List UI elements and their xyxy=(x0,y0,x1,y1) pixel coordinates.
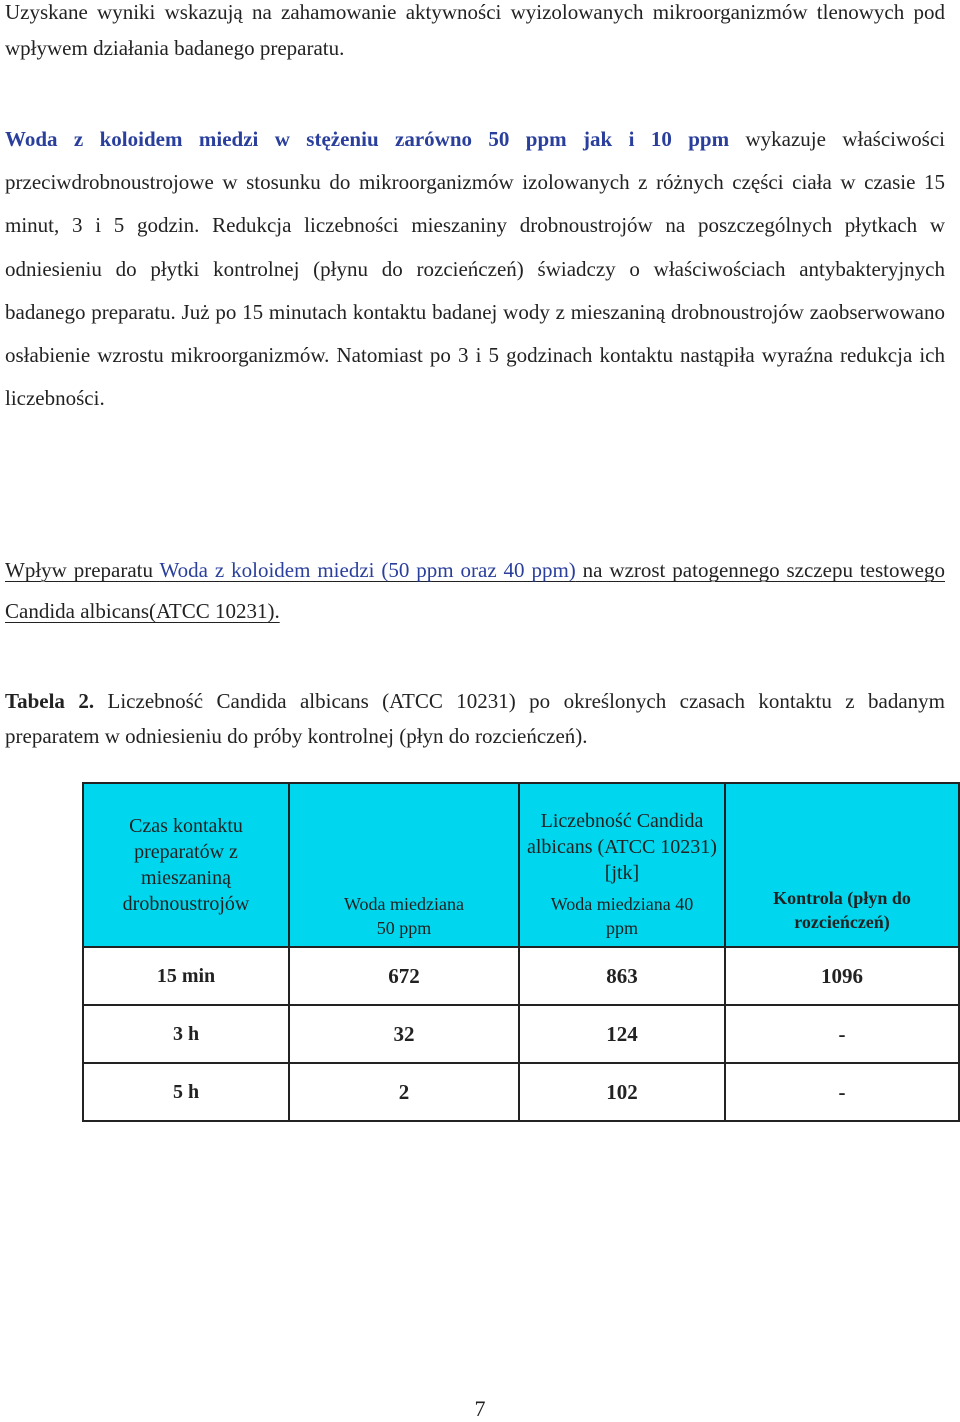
table-row xyxy=(83,1063,959,1121)
header-water-50-label: Woda miedziana 50 ppm xyxy=(344,894,464,938)
table-caption-text: Liczebność Candida albicans (ATCC 10231) po określonych czasach kontaktu z badanym preparatem w odniesieniu do próby kontrolnej (płyn do rozcieńczeń). xyxy=(5,689,945,748)
cell-control: 1096 xyxy=(725,947,959,1005)
intro-paragraph-text: Uzyskane wyniki wskazują na zahamowanie aktywności wyizolowanych mikroorganizmów tlenowych pod wpływem działania badanego preparatu. xyxy=(5,0,945,60)
table-row xyxy=(83,1005,959,1063)
table-caption xyxy=(5,684,945,754)
heading-product-name: Woda z koloidem miedzi (50 ppm oraz 40 ppm) xyxy=(159,558,576,582)
cell-water-50: 672 xyxy=(289,947,519,1005)
header-contact-time-label: Czas kontaktu preparatów z mieszaniną drobnoustrojów xyxy=(122,815,250,915)
cell-control: - xyxy=(725,1005,959,1063)
section-heading xyxy=(5,550,945,632)
cell-time: 15 min xyxy=(83,947,289,1005)
cell-water-50: 32 xyxy=(289,1005,519,1063)
cell-time: 3 h xyxy=(83,1005,289,1063)
header-water-40-label: Woda miedziana 40 ppm xyxy=(550,894,694,938)
cell-time: 5 h xyxy=(83,1063,289,1121)
cell-water-50: 2 xyxy=(289,1063,519,1121)
header-contact-time xyxy=(83,783,289,947)
header-count-label: Liczebność Candida albicans (ATCC 10231) [jtk] xyxy=(527,810,717,884)
cell-water-40: 124 xyxy=(519,1005,725,1063)
cell-water-40: 863 xyxy=(519,947,725,1005)
header-control-label: Kontrola (płyn do rozcieńczeń) xyxy=(773,888,911,932)
product-highlight: Woda z koloidem miedzi w stężeniu zarówno 50 ppm jak i 10 ppm xyxy=(5,127,730,151)
header-water-50 xyxy=(289,783,519,947)
table-header-row xyxy=(83,783,959,947)
heading-prefix: Wpływ preparatu xyxy=(5,558,160,582)
results-paragraph xyxy=(5,118,945,420)
cell-water-40: 102 xyxy=(519,1063,725,1121)
cell-control: - xyxy=(725,1063,959,1121)
table-row xyxy=(83,947,959,1005)
table-label: Tabela 2. xyxy=(5,689,95,713)
intro-paragraph xyxy=(5,0,945,66)
results-table xyxy=(82,782,960,1122)
header-control xyxy=(725,783,959,947)
heading-suffix: na wzrost patogennego szczepu testowego Candida albicans(ATCC 10231). xyxy=(5,558,945,623)
header-water-40 xyxy=(519,783,725,947)
page-number: 7 xyxy=(474,1396,486,1421)
results-paragraph-text: wykazuje właściwości przeciwdrobnoustrojowe w stosunku do mikroorganizmów izolowanych z różnych części ciała w czasie 15 minut, 3 i 5 godzin. Redukcja liczebności mieszaniny drobnoustrojów na poszczególnych płytkach w odniesieniu do płytki kontrolnej (płynu do rozcieńczeń) świadczy o właściwościach antybakteryjnych badanego preparatu. Już po 15 minutach kontaktu badanej wody z mieszaniną drobnoustrojów zaobserwowano osłabienie wzrostu mikroorganizmów. Natomiast po 3 i 5 godzinach kontaktu nastąpiła wyraźna redukcja ich liczebności. xyxy=(5,127,945,411)
